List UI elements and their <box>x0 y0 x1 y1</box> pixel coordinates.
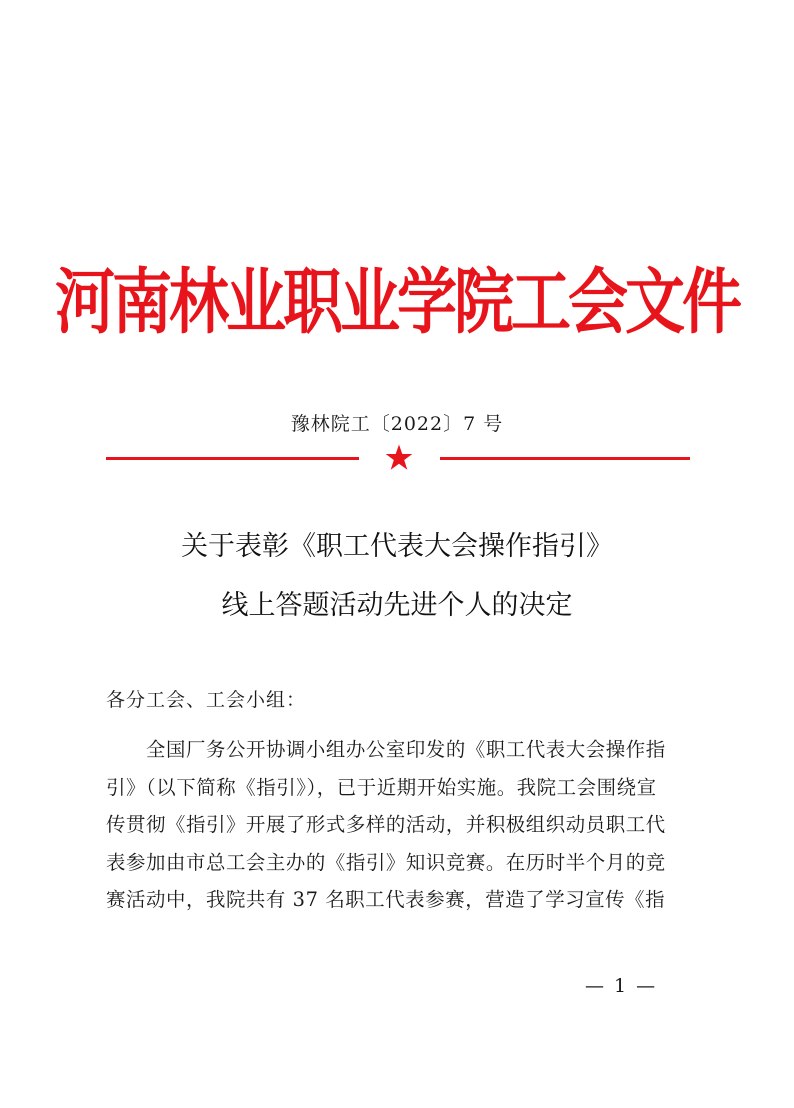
org-title: 河南林业职业学院工会文件 <box>55 261 739 345</box>
divider-line-right <box>440 457 690 460</box>
salutation: 各分工会、工会小组： <box>106 689 307 711</box>
page-number: — 1 — <box>585 975 658 997</box>
body-line: 全国厂务公开协调小组办公室印发的《职工代表大会操作指 <box>146 738 666 761</box>
body-paragraph <box>106 731 689 919</box>
document-number: 豫林院工〔2022〕7 号 <box>290 413 504 435</box>
star-icon <box>384 443 414 473</box>
body-line: 赛活动中，我院共有 37 名职工代表参赛，营造了学习宣传《指 <box>106 888 666 912</box>
document-title-line-2: 线上答题活动先进个人的决定 <box>221 590 573 621</box>
body-line: 表参加由市总工会主办的《指引》知识竞赛。在历时半个月的竞 <box>106 850 666 874</box>
body-line: 引》（以下简称《指引》），已于近期开始实施。我院工会围绕宣 <box>106 775 657 799</box>
divider-line-left <box>106 457 359 460</box>
body-line: 传贯彻《指引》开展了形式多样的活动，并积极组织动员职工代 <box>106 813 666 837</box>
star-shape <box>386 445 413 470</box>
document-title-line-1: 关于表彰《职工代表大会操作指引》 <box>181 531 613 562</box>
